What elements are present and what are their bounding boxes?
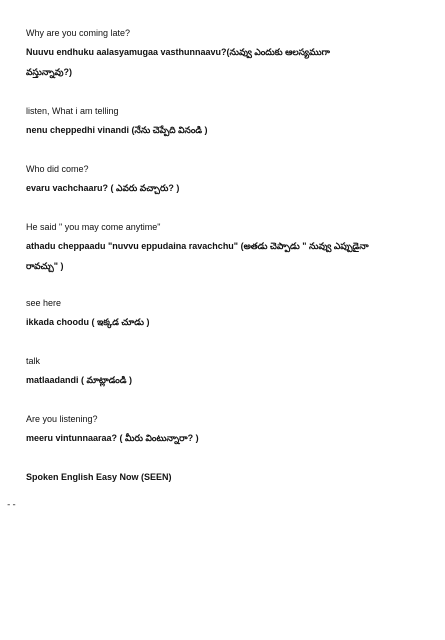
phrase-6-english: talk [26, 356, 41, 366]
phrase-5-transliteration: ikkada choodu ( ఇక్కడ చూడు ) [26, 317, 150, 327]
phrase-6-transliteration: matlaadandi ( మాట్లాడండి ) [26, 375, 133, 385]
phrase-3-transliteration: evaru vachchaaru? ( ఎవరు వచ్చారు? ) [26, 183, 180, 193]
phrase-7-english: Are you listening? [26, 414, 98, 424]
phrase-4-english: He said " you may come anytime" [26, 222, 161, 232]
phrase-7-transliteration: meeru vintunnaaraa? ( మీరు వింటున్నారా? ) [26, 433, 199, 443]
footer-credit: Spoken English Easy Now (SEEN) [26, 472, 172, 482]
phrase-5-english: see here [26, 298, 62, 308]
phrase-1-transliteration-cont: వస్తున్నావు?) [26, 67, 72, 77]
phrase-4-transliteration-cont: రావచ్చు" ) [26, 261, 64, 271]
phrase-2-english: listen, What i am telling [26, 106, 119, 116]
margin-mark: -- [6, 500, 17, 510]
phrase-4-transliteration: athadu cheppaadu "nuvvu eppudaina ravachchu" (అతడు చెప్పాడు " నువ్వు ఎప్పుడైనా [26, 241, 369, 251]
phrase-3-english: Who did come? [26, 164, 89, 174]
phrase-1-english: Why are you coming late? [26, 28, 131, 38]
phrase-1-transliteration: Nuuvu endhuku aalasyamugaa vasthunnaavu?(నువ్వు ఎందుకు ఆలస్యముగా [26, 47, 330, 57]
phrase-2-transliteration: nenu cheppedhi vinandi (నేను చెప్పేది వినండి ) [26, 125, 208, 135]
